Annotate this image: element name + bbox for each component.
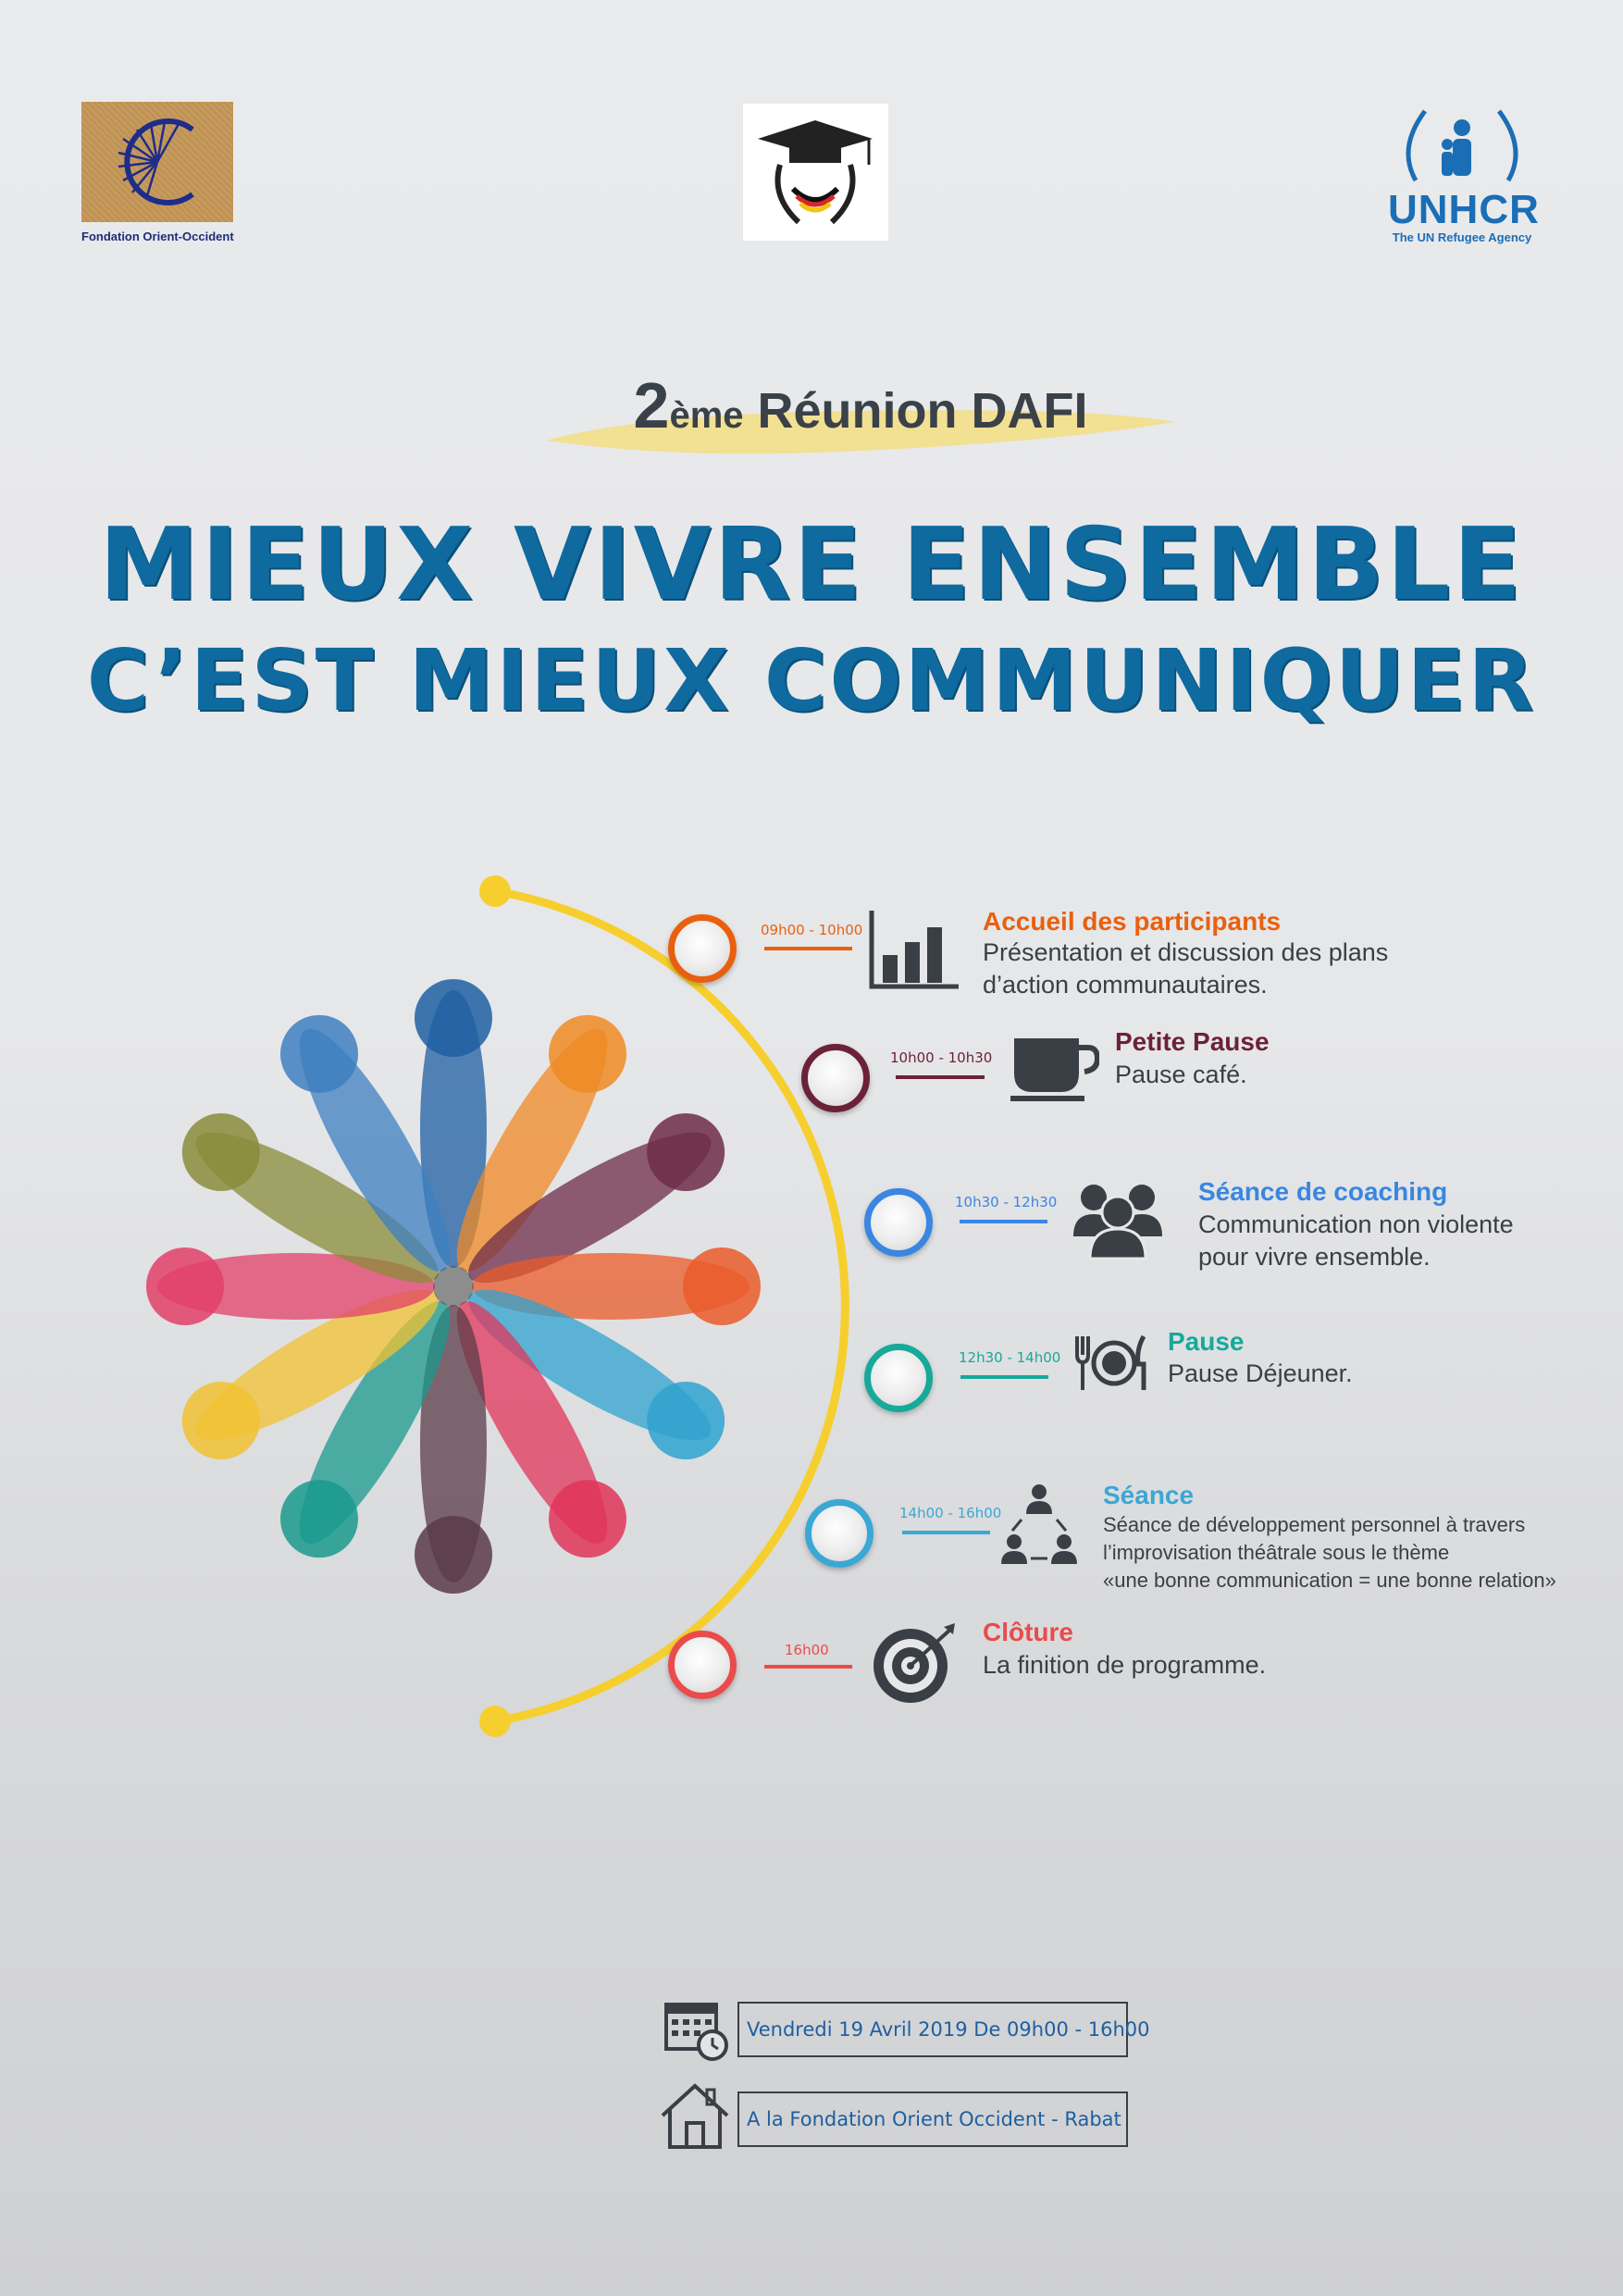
fondation-orient-occident-logo bbox=[81, 102, 233, 246]
event-description bbox=[1198, 1209, 1514, 1273]
event-description bbox=[1115, 1059, 1247, 1091]
people-group-icon bbox=[1073, 1175, 1162, 1260]
timeline-node bbox=[668, 914, 737, 983]
schedule-timeline bbox=[0, 833, 1623, 1758]
unhcr-logo bbox=[1388, 102, 1540, 244]
event-time: 12h30 - 14h00 bbox=[959, 1349, 1061, 1366]
timeline-node bbox=[864, 1344, 933, 1412]
event-title: Pause bbox=[1168, 1327, 1245, 1356]
desc-line: Pause café. bbox=[1115, 1061, 1247, 1088]
unhcr-emblem-icon bbox=[1388, 102, 1536, 185]
event-time: 16h00 bbox=[785, 1642, 829, 1658]
unhcr-subtitle: The UN Refugee Agency bbox=[1392, 230, 1532, 244]
dafi-graduation-logo bbox=[743, 104, 888, 241]
bar-chart-icon bbox=[866, 907, 962, 992]
unhcr-name: UNHCR bbox=[1388, 187, 1540, 232]
foc-emblem bbox=[81, 102, 233, 222]
timeline-node bbox=[668, 1631, 737, 1699]
arc-end-dot bbox=[479, 1706, 511, 1737]
time-underline bbox=[764, 1665, 852, 1669]
event-title: Clôture bbox=[983, 1618, 1073, 1646]
event-description bbox=[1168, 1358, 1353, 1390]
people-cycle-icon bbox=[1001, 1483, 1077, 1568]
time-underline bbox=[960, 1220, 1047, 1223]
event-title: Séance bbox=[1103, 1481, 1195, 1509]
desc-line: La finition de programme. bbox=[983, 1651, 1267, 1679]
desc-line: pour vivre ensemble. bbox=[1198, 1243, 1431, 1271]
time-underline bbox=[960, 1375, 1048, 1379]
desc-line: l’improvisation théâtrale sous le thème bbox=[1103, 1541, 1450, 1564]
house-icon bbox=[659, 2082, 731, 2151]
subtitle-text: Réunion DAFI bbox=[743, 383, 1088, 439]
main-title-line-2: C’EST MIEUX COMMUNIQUER bbox=[86, 631, 1537, 730]
time-underline bbox=[764, 947, 852, 950]
time-underline bbox=[902, 1531, 990, 1534]
event-date-box: Vendredi 19 Avril 2019 De 09h00 - 16h00 bbox=[737, 2002, 1128, 2057]
event-time: 14h00 - 16h00 bbox=[899, 1505, 1002, 1521]
event-description bbox=[983, 937, 1388, 1001]
event-time: 10h00 - 10h30 bbox=[890, 1049, 993, 1066]
coffee-cup-icon bbox=[1010, 1027, 1099, 1103]
event-title: Séance de coaching bbox=[1198, 1177, 1448, 1206]
desc-line: Communication non violente bbox=[1198, 1210, 1514, 1238]
desc-line: Séance de développement personnel à travers bbox=[1103, 1513, 1526, 1536]
time-underline bbox=[896, 1075, 985, 1079]
subtitle-number: 2 bbox=[633, 369, 670, 441]
arc-start-dot bbox=[479, 875, 511, 907]
desc-line: Présentation et discussion des plans bbox=[983, 938, 1389, 966]
event-time: 10h30 - 12h30 bbox=[955, 1194, 1058, 1210]
foc-caption: Fondation Orient-Occident bbox=[81, 230, 234, 243]
event-title: Petite Pause bbox=[1115, 1027, 1270, 1056]
target-icon bbox=[870, 1621, 962, 1706]
desc-line: «une bonne communication = une bonne relation» bbox=[1103, 1569, 1556, 1592]
desc-line: Pause Déjeuner. bbox=[1168, 1359, 1353, 1387]
event-time: 09h00 - 10h00 bbox=[761, 922, 863, 938]
event-location-box: A la Fondation Orient Occident - Rabat bbox=[737, 2091, 1128, 2147]
subtitle-superscript: ème bbox=[669, 395, 744, 436]
cutlery-icon bbox=[1072, 1333, 1151, 1394]
main-title-line-1: MIEUX VIVRE ENSEMBLE bbox=[99, 507, 1524, 623]
meeting-subtitle bbox=[537, 368, 1184, 442]
meeting-subtitle-banner bbox=[537, 357, 1184, 478]
timeline-node bbox=[864, 1188, 933, 1257]
event-title: Accueil des participants bbox=[983, 907, 1282, 936]
event-description bbox=[1103, 1511, 1556, 1595]
timeline-node bbox=[805, 1499, 873, 1568]
desc-line: d’action communautaires. bbox=[983, 971, 1268, 999]
calendar-clock-icon bbox=[663, 1997, 729, 2062]
timeline-node bbox=[801, 1044, 870, 1112]
event-description bbox=[983, 1649, 1266, 1682]
